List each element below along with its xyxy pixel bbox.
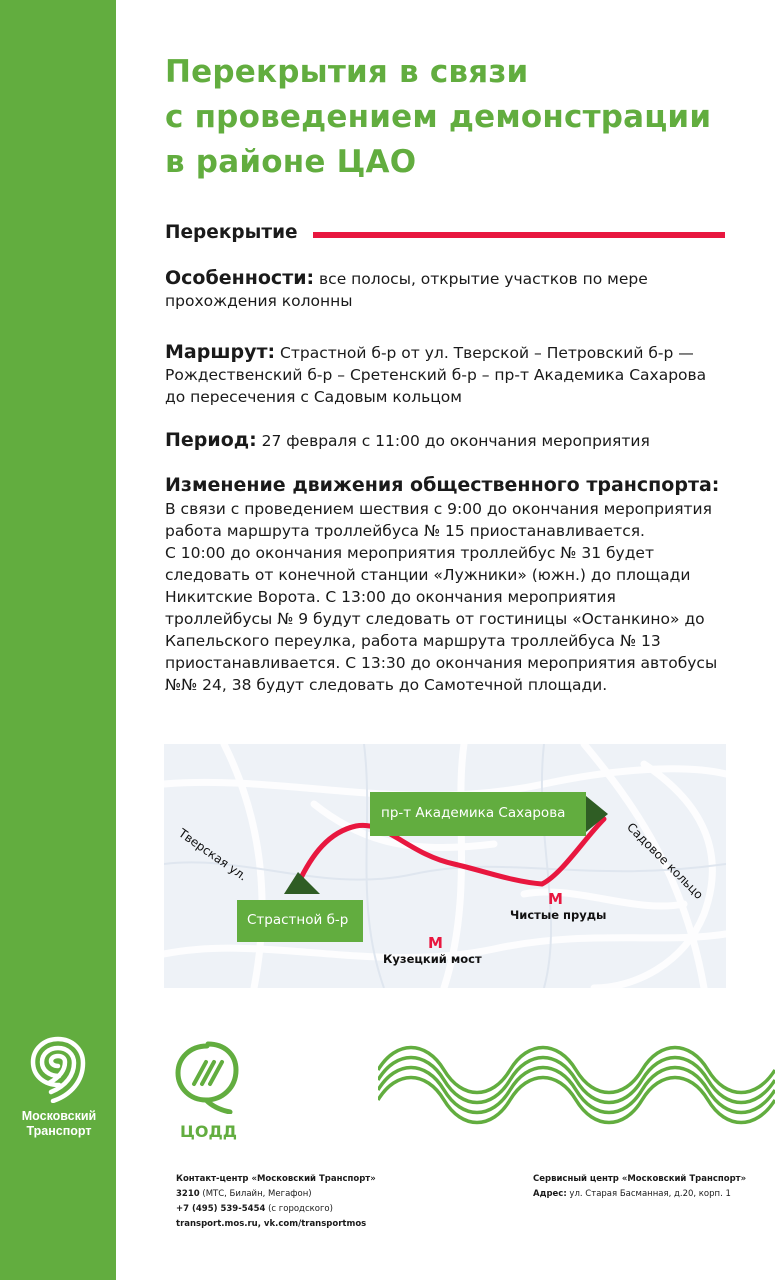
metro-label-chistye: Чистые пруды bbox=[510, 908, 607, 922]
label-sakharova: пр-т Академика Сахарова bbox=[370, 792, 586, 836]
codd-wordmark: ЦОДД bbox=[180, 1122, 237, 1141]
transport-line: приостанавливается. С 13:30 до окончания мероприятия автобусы bbox=[165, 654, 718, 672]
closure-label: Перекрытие bbox=[165, 222, 298, 243]
brand-name-line2: Транспорт bbox=[26, 1124, 92, 1138]
sidebar-band bbox=[0, 0, 116, 1280]
features-lead: Особенности: bbox=[165, 267, 315, 289]
address-text: ул. Старая Басманная, д.20, корп. 1 bbox=[566, 1189, 731, 1199]
title-line-3: в районе ЦАО bbox=[165, 144, 417, 180]
period-text: 27 февраля с 11:00 до окончания мероприятия bbox=[256, 432, 650, 450]
service-center-info bbox=[533, 1172, 773, 1202]
codd-logo bbox=[172, 1040, 252, 1141]
moscow-transport-nine-icon bbox=[27, 1035, 91, 1103]
address-label: Адрес: bbox=[533, 1189, 567, 1199]
transport-line: следовать от конечной станции «Лужники» (южн.) до площади bbox=[165, 566, 691, 584]
label-strastnoy: Страстной б-р bbox=[237, 900, 363, 942]
page-title bbox=[165, 50, 745, 185]
short-number: 3210 bbox=[176, 1189, 200, 1199]
metro-icon: М bbox=[548, 890, 563, 908]
transport-line: В связи с проведением шествия с 9:00 до окончания мероприятия bbox=[165, 500, 712, 518]
route-section bbox=[165, 341, 735, 408]
codd-nine-icon bbox=[172, 1040, 242, 1114]
title-line-2: с проведением демонстрации bbox=[165, 99, 712, 135]
metro-label-kuznetsky: Кузецкий мост bbox=[383, 952, 482, 966]
title-line-1: Перекрытия в связи bbox=[165, 54, 529, 90]
street-label-tverskaya: Тверская ул. bbox=[175, 826, 250, 884]
transport-line: Капельского переулка, работа маршрута троллейбуса № 13 bbox=[165, 632, 661, 650]
contact-center-info bbox=[176, 1172, 506, 1232]
transport-changes-section bbox=[165, 472, 735, 696]
metro-icon: М bbox=[428, 934, 443, 952]
features-text-1: все полосы, открытие участков по мере bbox=[314, 270, 648, 288]
street-label-sadovoe: Садовое кольцо bbox=[624, 820, 707, 902]
short-number-note: (МТС, Билайн, Мегафон) bbox=[199, 1189, 312, 1199]
moscow-transport-logo bbox=[14, 1035, 104, 1139]
decorative-wave-pattern bbox=[378, 1040, 775, 1132]
phone-note: (с городского) bbox=[265, 1204, 333, 1214]
transport-heading: Изменение движения общественного транспорта: bbox=[165, 474, 720, 496]
features-section bbox=[165, 267, 735, 312]
features-text-2: прохождения колонны bbox=[165, 292, 353, 310]
transport-line: работа маршрута троллейбуса № 15 приостанавливается. bbox=[165, 522, 645, 540]
transport-line: Никитские Ворота. С 13:00 до окончания мероприятия bbox=[165, 588, 616, 606]
transport-line: №№ 24, 38 будут следовать до Самотечной площади. bbox=[165, 676, 608, 694]
transport-line: троллейбусы № 9 будут следовать от гостиницы «Останкино» до bbox=[165, 610, 705, 628]
brand-name-line1: Московский bbox=[21, 1109, 97, 1123]
route-text-1: Страстной б-р от ул. Тверской – Петровский б-р — bbox=[275, 344, 694, 362]
closure-red-line bbox=[313, 232, 725, 238]
phone-number: +7 (495) 539-5454 bbox=[176, 1204, 266, 1214]
service-center-title: Сервисный центр «Московский Транспорт» bbox=[533, 1174, 747, 1184]
route-map bbox=[164, 744, 726, 988]
contact-center-title: Контакт-центр «Московский Транспорт» bbox=[176, 1174, 376, 1184]
websites: transport.mos.ru, vk.com/transportmos bbox=[176, 1219, 367, 1229]
route-text-2: Рождественский б-р – Сретенский б-р – пр-т Академика Сахарова bbox=[165, 366, 707, 384]
transport-line: С 10:00 до окончания мероприятия троллейбус № 31 будет bbox=[165, 544, 654, 562]
period-section bbox=[165, 429, 735, 452]
period-lead: Период: bbox=[165, 429, 257, 451]
closure-legend bbox=[165, 220, 725, 250]
route-lead: Маршрут: bbox=[165, 341, 276, 363]
route-text-3: до пересечения с Садовым кольцом bbox=[165, 388, 462, 406]
